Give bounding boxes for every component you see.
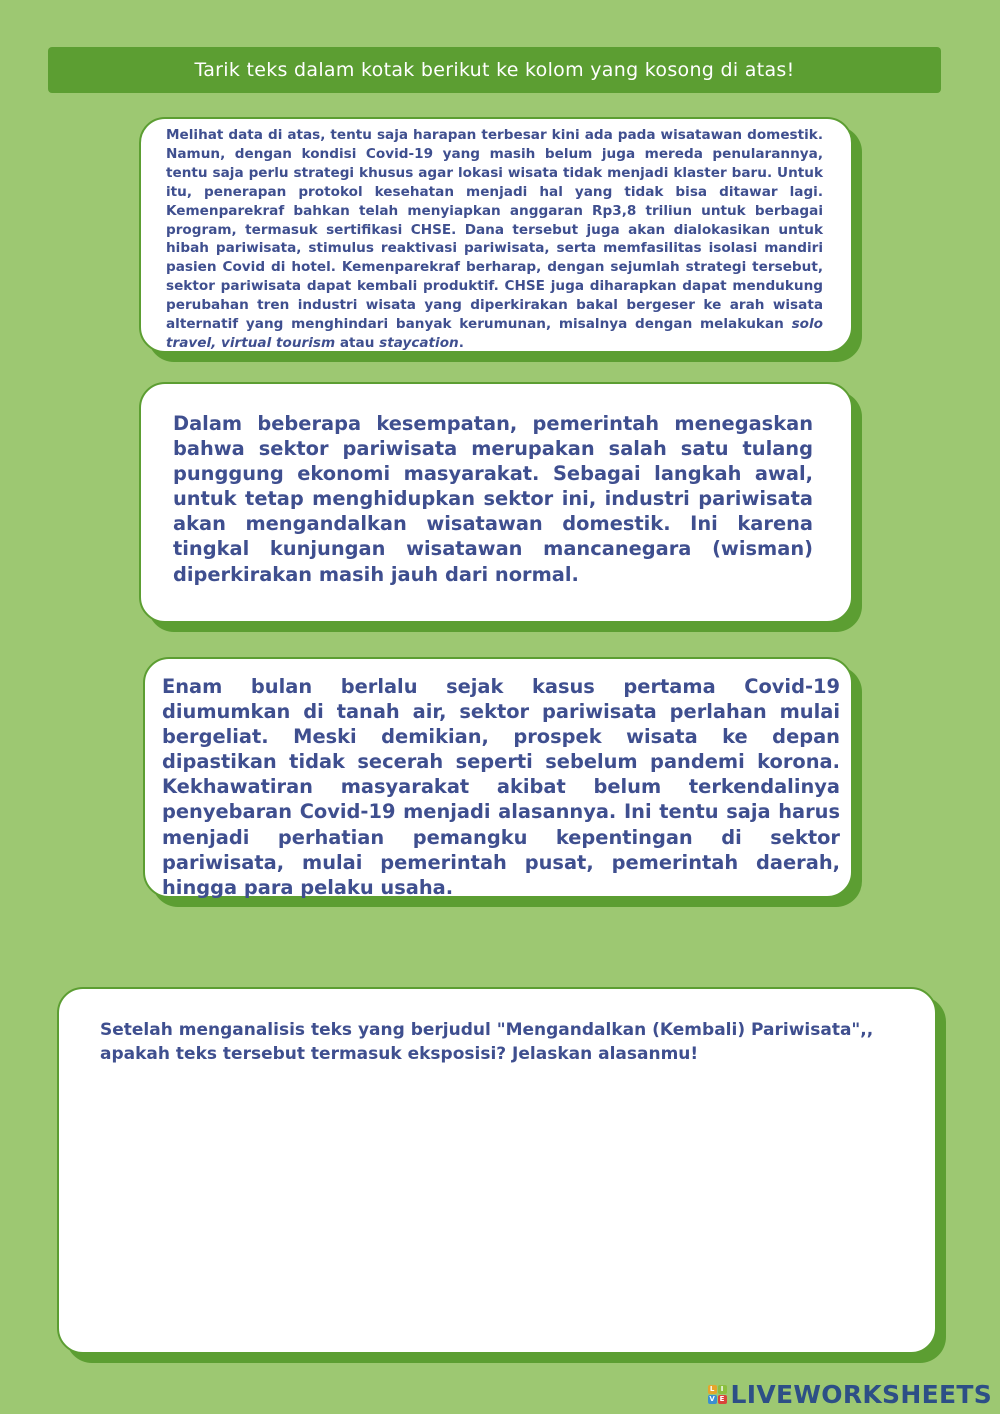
- draggable-text-card-3[interactable]: [143, 657, 853, 898]
- draggable-text-card-1[interactable]: [139, 117, 853, 353]
- essay-answer-box[interactable]: [57, 987, 937, 1354]
- logo-mark-icon: L I V E: [708, 1385, 727, 1404]
- question-line-2: apakah teks tersebut termasuk eksposisi? Jelaskan alasanmu!: [100, 1044, 699, 1064]
- logo-text: LIVEWORKSHEETS: [730, 1379, 992, 1409]
- card-1-text: Melihat data di atas, tentu saja harapan terbesar kini ada pada wisatawan domestik. Namun, dengan kondisi Covid-19 yang masih belum juga mereda penularannya, tentu saja perlu strategi khusus agar lokasi wisata tidak menjadi klaster baru. Untuk itu, penerapan protokol kesehatan menjadi hal yang tidak bisa ditawar lagi. Kemenparekraf bahkan telah menyiapkan anggaran Rp3,8 triliun untuk berbagai program, termasuk sertifikasi CHSE. Dana tersebut juga akan dialokasikan untuk hibah pariwisata, stimulus reaktivasi pariwisata, serta memfasilitas isolasi mandiri pasien Covid di hotel. Kemenparekraf berharap, dengan sejumlah strategi tersebut, sektor pariwisata dapat kembali produktif. CHSE juga diharapkan dapat mendukung perubahan tren industri wisata yang diperkirakan bakal bergeser ke arah wisata alternatif yang menghindari banyak kerumunan, misalnya dengan melakukan solo travel, virtual tourism atau staycation.: [166, 127, 823, 351]
- liveworksheets-logo: [708, 1379, 992, 1409]
- draggable-text-card-2[interactable]: [139, 382, 853, 623]
- card-3-text: Enam bulan berlalu sejak kasus pertama Covid-19 diumumkan di tanah air, sektor pariwisata perlahan mulai bergeliat. Meski demikian, prospek wisata ke depan dipastikan tidak secerah seperti sebelum pandemi korona. Kekhawatiran masyarakat akibat belum terkendalinya penyebaran Covid-19 menjadi alasannya. Ini tentu saja harus menjadi perhatian pemangku kepentingan di sektor pariwisata, mulai pemerintah pusat, pemerintah daerah, hingga para pelaku usaha.: [162, 675, 840, 899]
- instruction-text: Tarik teks dalam kotak berikut ke kolom yang kosong di atas!: [194, 59, 795, 81]
- question-line-1: Setelah menganalisis teks yang berjudul "Mengandalkan (Kembali) Pariwisata",,: [100, 1020, 874, 1040]
- card-2-text: Dalam beberapa kesempatan, pemerintah menegaskan bahwa sektor pariwisata merupakan salah satu tulang punggung ekonomi masyarakat. Sebagai langkah awal, untuk tetap menghidupkan sektor ini, industri pariwisata akan mengandalkan wisatawan domestik. Ini karena tingkal kunjungan wisatawan mancanegara (wisman) diperkirakan masih jauh dari normal.: [173, 412, 813, 586]
- instruction-banner: [48, 47, 941, 93]
